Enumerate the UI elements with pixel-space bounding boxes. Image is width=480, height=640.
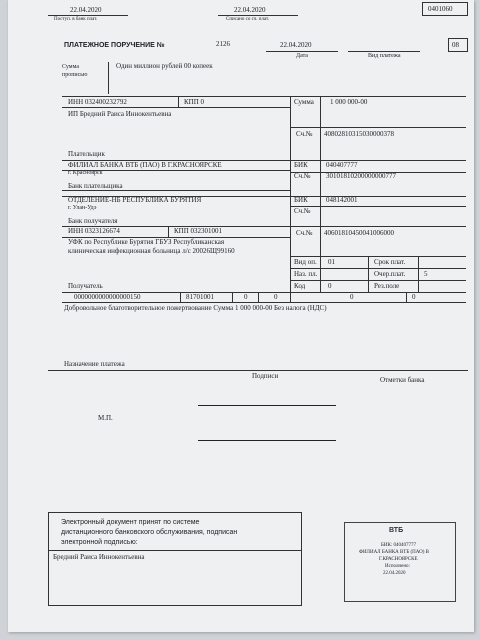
order-label: Очер.плат.: [374, 270, 406, 278]
document-title: ПЛАТЕЖНОЕ ПОРУЧЕНИЕ №: [64, 42, 165, 49]
tax-basis: 0: [244, 293, 248, 301]
payee-name-1: УФК по Республике Бурятия ГБУЗ Республиканская: [68, 238, 225, 246]
amount-words-label-1: Сумма: [62, 64, 79, 70]
code-value: 0: [328, 282, 332, 290]
bank-stamp: [344, 522, 456, 602]
payee-bank-name: ОТДЕЛЕНИЕ-НБ РЕСПУБЛИКА БУРЯТИЯ: [68, 196, 202, 204]
stamp-executed-label: Исполнено:: [385, 564, 410, 569]
payer-account-label: Сч.№: [296, 130, 313, 138]
payer-bank-label: Банк плательщика: [68, 182, 123, 190]
amount-words-label-2: прописью: [62, 72, 88, 78]
status-code: 08: [452, 41, 459, 49]
payee-inn: ИНН 0323126674: [68, 227, 120, 235]
date-label: Дата: [296, 53, 308, 59]
payer-bank-name: ФИЛИАЛ БАНКА ВТБ (ПАО) В Г.КРАСНОЯРСКЕ: [68, 161, 222, 169]
payment-order-document: [8, 0, 474, 632]
stamp-executed-date: 22.04.2020: [383, 571, 406, 576]
bank-marks-label: Отметки банка: [380, 376, 425, 384]
payee-kpp: КПП 032301001: [174, 227, 223, 235]
op-type-label: Вид оп.: [294, 258, 317, 266]
form-code-box: [422, 2, 468, 16]
tax-doc-number: 0: [350, 293, 354, 301]
payer-account: 40802810315030000378: [324, 130, 394, 138]
tax-oktmo: 81701001: [186, 293, 214, 301]
e-doc-line-3: электронной подписью:: [61, 539, 138, 546]
purpose-code-label: Наз. пл.: [294, 270, 318, 278]
payer-bik-label: БИК: [294, 161, 308, 169]
received-label: Поступ. в банк плат.: [54, 17, 98, 22]
vtb-logo: ВТБ: [389, 527, 404, 534]
payer-corr-label: Сч.№: [294, 172, 311, 180]
signature-line-1: [198, 405, 336, 406]
payee-bik: 048142001: [326, 196, 358, 204]
code-label: Код: [294, 282, 306, 290]
term-label: Срок плат.: [374, 258, 406, 266]
e-doc-line-2: дистанционного банковского обслуживания, подписан: [61, 529, 238, 536]
status-code-box: [448, 38, 468, 52]
electronic-doc-box: [48, 512, 302, 606]
payee-label: Получатель: [68, 282, 103, 290]
payer-name: ИП Бредний Раиса Иннокентьевна: [68, 110, 172, 118]
stamp-bik: БИК: 040407777: [381, 543, 416, 548]
form-code: 0401060: [428, 5, 453, 13]
tax-doc-date: 0: [412, 293, 416, 301]
payee-account: 40601810450041006000: [324, 229, 394, 237]
stamp-bank-1: ФИЛИАЛ БАНКА ВТБ (ПАО) В: [359, 550, 429, 555]
amount-words-value: Один миллион рублей 00 копеек: [116, 62, 213, 70]
order-value: 5: [424, 270, 428, 278]
payee-bank-label: Банк получателя: [68, 217, 118, 225]
tax-kbk: 0000000000000000150: [74, 293, 141, 301]
payment-purpose-text: Добровольное благотворительное пожертвование Сумма 1 000 000-00 Без налога (НДС): [64, 304, 327, 312]
reserve-label: Рез.поле: [374, 282, 400, 290]
signatures-label: Подписи: [252, 372, 279, 380]
tax-period: 0: [274, 293, 278, 301]
payee-name-2: клиническая инфекционная больница л/с 20026Щ99160: [68, 247, 235, 255]
stamp-bank-2: Г.КРАСНОЯРСКЕ: [379, 557, 418, 562]
payee-corr-label: Сч.№: [294, 207, 311, 215]
debited-date: 22.04.2020: [234, 6, 266, 14]
sum-value: 1 000 000-00: [330, 98, 368, 106]
debited-label: Списано со сч. плат.: [226, 17, 270, 22]
payee-bank-city: г. Улан-Удэ: [68, 205, 97, 211]
e-doc-line-1: Электронный документ принят по системе: [61, 519, 200, 526]
op-type: 01: [328, 258, 335, 266]
payer-corr-account: 30101810200000000777: [326, 172, 396, 180]
e-doc-signer: Бредний Раиса Иннокентьевна: [53, 553, 145, 561]
received-date: 22.04.2020: [70, 6, 102, 14]
payer-label: Плательщик: [68, 150, 105, 158]
order-date: 22.04.2020: [280, 41, 312, 49]
payer-inn: ИНН 032400232792: [68, 98, 127, 106]
payment-purpose-label: Назначение платежа: [64, 360, 125, 368]
payment-type-label: Вид платежа: [368, 53, 401, 59]
sum-label: Сумма: [294, 98, 314, 106]
order-number: 2126: [216, 40, 230, 48]
signature-line-2: [198, 440, 336, 441]
seal-label: М.П.: [98, 414, 113, 422]
payer-kpp: КПП 0: [184, 98, 205, 106]
payee-bik-label: БИК: [294, 196, 308, 204]
payee-account-label: Сч.№: [296, 229, 313, 237]
payer-bank-city: г. Красноярск: [68, 170, 103, 176]
payer-bik: 040407777: [326, 161, 358, 169]
